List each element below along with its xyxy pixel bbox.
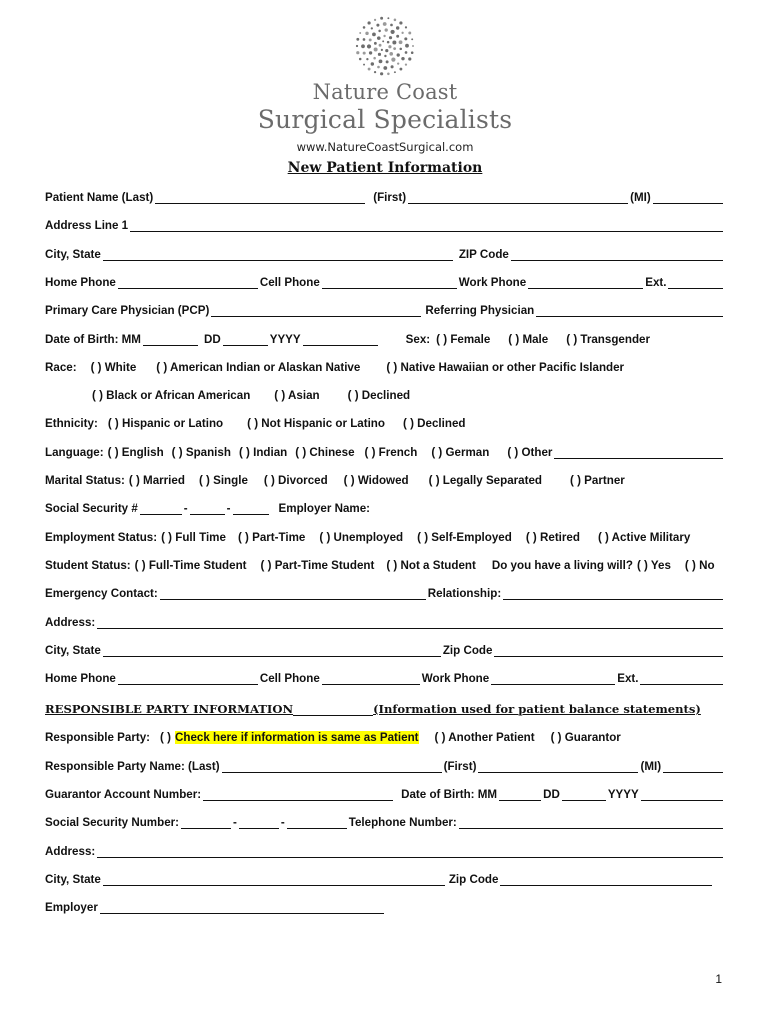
option-race-declined[interactable]: ( ) Declined bbox=[347, 389, 411, 402]
rp-zip-field[interactable] bbox=[500, 873, 712, 886]
ext-field[interactable] bbox=[668, 276, 723, 289]
emergency-phone-row bbox=[45, 669, 725, 685]
option-single[interactable]: ( ) Single bbox=[198, 474, 248, 487]
option-will-no[interactable]: ( ) No bbox=[684, 559, 715, 572]
label-rp-first-name: (First) bbox=[443, 760, 477, 773]
heading-rule bbox=[293, 703, 373, 716]
address1-field[interactable] bbox=[130, 219, 723, 232]
option-part-time[interactable]: ( ) Part-Time bbox=[237, 531, 306, 544]
language-row bbox=[45, 443, 725, 459]
patient-name-row bbox=[45, 188, 725, 204]
emergency-work-phone-field[interactable] bbox=[491, 672, 615, 685]
rp-city-row bbox=[45, 870, 725, 886]
dob-dd-field[interactable] bbox=[223, 333, 268, 346]
option-male[interactable]: ( ) Male bbox=[508, 333, 549, 346]
dob-mm-field[interactable] bbox=[143, 333, 198, 346]
option-black[interactable]: ( ) Black or African American bbox=[92, 389, 251, 402]
page-number: 1 bbox=[715, 972, 722, 986]
option-other[interactable]: ( ) Other bbox=[507, 446, 553, 459]
label-rp-dob-dd: DD bbox=[543, 788, 560, 801]
option-retired[interactable]: ( ) Retired bbox=[525, 531, 580, 544]
option-will-yes[interactable]: ( ) Yes bbox=[636, 559, 671, 572]
label-city-state: City, State bbox=[45, 248, 101, 261]
option-female[interactable]: ( ) Female bbox=[436, 333, 491, 346]
label-relationship: Relationship: bbox=[427, 587, 502, 600]
responsible-party-row bbox=[45, 728, 725, 744]
option-not-student[interactable]: ( ) Not a Student bbox=[386, 559, 476, 572]
ssn-part2-field[interactable] bbox=[190, 502, 225, 515]
first-name-field[interactable] bbox=[408, 191, 628, 204]
ethnicity-row bbox=[45, 414, 725, 430]
label-referring: Referring Physician bbox=[425, 304, 535, 317]
option-english[interactable]: ( ) English bbox=[107, 446, 164, 459]
label-address1: Address Line 1 bbox=[45, 219, 129, 232]
option-white[interactable]: ( ) White bbox=[90, 361, 137, 374]
rp-mi-field[interactable] bbox=[663, 760, 723, 773]
dob-yyyy-field[interactable] bbox=[303, 333, 378, 346]
last-name-field[interactable] bbox=[155, 191, 365, 204]
dob-sex-row bbox=[45, 330, 725, 346]
label-living-will: Do you have a living will? bbox=[491, 559, 633, 572]
label-emergency-home-phone: Home Phone bbox=[45, 672, 116, 685]
rp-dob-yyyy-field[interactable] bbox=[641, 788, 723, 801]
rp-ssn-part1-field[interactable] bbox=[181, 816, 231, 829]
option-married[interactable]: ( ) Married bbox=[128, 474, 185, 487]
option-french[interactable]: ( ) French bbox=[364, 446, 418, 459]
rp-dob-mm-field[interactable] bbox=[499, 788, 541, 801]
option-divorced[interactable]: ( ) Divorced bbox=[263, 474, 328, 487]
label-ethnicity: Ethnicity: bbox=[45, 417, 98, 430]
label-race: Race: bbox=[45, 361, 77, 374]
label-rp-zip: Zip Code bbox=[448, 873, 499, 886]
emergency-cell-phone-field[interactable] bbox=[322, 672, 420, 685]
label-zip: ZIP Code bbox=[458, 248, 509, 261]
responsible-heading: RESPONSIBLE PARTY INFORMATION bbox=[45, 702, 294, 716]
label-emergency-cell-phone: Cell Phone bbox=[259, 672, 320, 685]
label-rp-last-name: Responsible Party Name: (Last) bbox=[45, 760, 220, 773]
website-url[interactable]: www.NatureCoastSurgical.com bbox=[296, 140, 474, 154]
letterhead bbox=[0, 14, 770, 176]
emergency-zip-field[interactable] bbox=[494, 644, 723, 657]
label-employment: Employment Status: bbox=[45, 531, 158, 544]
option-asian[interactable]: ( ) Asian bbox=[274, 389, 320, 402]
cell-phone-field[interactable] bbox=[322, 276, 457, 289]
logo-dots-icon bbox=[353, 14, 417, 78]
ssn-part3-field[interactable] bbox=[233, 502, 269, 515]
option-not-hispanic[interactable]: ( ) Not Hispanic or Latino bbox=[247, 417, 385, 430]
emergency-city-state-field[interactable] bbox=[103, 644, 441, 657]
label-rp-address: Address: bbox=[45, 845, 96, 858]
label-emergency-ext: Ext. bbox=[617, 672, 639, 685]
zip-field[interactable] bbox=[511, 248, 723, 261]
label-ssn: Social Security # bbox=[45, 502, 138, 515]
option-part-time-student[interactable]: ( ) Part-Time Student bbox=[260, 559, 375, 572]
option-chinese[interactable]: ( ) Chinese bbox=[295, 446, 355, 459]
label-mi: (MI) bbox=[630, 191, 651, 204]
rp-last-name-field[interactable] bbox=[222, 760, 442, 773]
responsible-name-row bbox=[45, 757, 725, 773]
phone-row bbox=[45, 273, 725, 289]
option-ethnicity-declined[interactable]: ( ) Declined bbox=[402, 417, 466, 430]
physician-row bbox=[45, 301, 725, 317]
city-row bbox=[45, 245, 725, 261]
label-dob-dd: DD bbox=[203, 333, 221, 346]
label-rp-mi: (MI) bbox=[640, 760, 662, 773]
rp-employer-field[interactable] bbox=[100, 901, 384, 914]
option-partner[interactable]: ( ) Partner bbox=[570, 474, 625, 487]
option-full-time-student[interactable]: ( ) Full-Time Student bbox=[134, 559, 247, 572]
label-cell-phone: Cell Phone bbox=[259, 276, 320, 289]
label-employer-name: Employer Name: bbox=[278, 502, 371, 515]
race-row-2 bbox=[45, 386, 725, 402]
label-first-name: (First) bbox=[373, 191, 407, 204]
responsible-heading-note: (Information used for patient balance statements) bbox=[373, 702, 701, 716]
referring-field[interactable] bbox=[536, 304, 723, 317]
brand-name-line2: Surgical Specialists bbox=[257, 105, 513, 134]
option-active-military[interactable]: ( ) Active Military bbox=[597, 531, 691, 544]
rp-ssn-part2-field[interactable] bbox=[239, 816, 279, 829]
emergency-contact-field[interactable] bbox=[160, 587, 426, 600]
label-home-phone: Home Phone bbox=[45, 276, 116, 289]
rp-address-field[interactable] bbox=[97, 845, 723, 858]
option-same-as-patient[interactable]: ( ) bbox=[160, 731, 171, 744]
rp-address-row bbox=[45, 842, 725, 858]
label-rp-dob-yyyy: YYYY bbox=[607, 788, 639, 801]
emergency-address-row bbox=[45, 613, 725, 629]
ssn-part1-field[interactable] bbox=[140, 502, 182, 515]
label-emergency-zip: Zip Code bbox=[442, 644, 493, 657]
relationship-field[interactable] bbox=[503, 587, 723, 600]
label-dob-yyyy: YYYY bbox=[269, 333, 301, 346]
option-indian[interactable]: ( ) Indian bbox=[238, 446, 288, 459]
label-pcp: Primary Care Physician (PCP) bbox=[45, 304, 210, 317]
mi-field[interactable] bbox=[653, 191, 723, 204]
option-guarantor[interactable]: ( ) Guarantor bbox=[550, 731, 621, 744]
label-rp-city-state: City, State bbox=[45, 873, 101, 886]
other-language-field[interactable] bbox=[554, 446, 723, 459]
rp-telephone-field[interactable] bbox=[459, 816, 723, 829]
same-as-patient-highlight: Check here if information is same as Patient bbox=[174, 731, 419, 744]
label-work-phone: Work Phone bbox=[458, 276, 527, 289]
race-row-1 bbox=[45, 358, 725, 374]
marital-row bbox=[45, 471, 725, 487]
label-guarantor-account: Guarantor Account Number: bbox=[45, 788, 202, 801]
student-row bbox=[45, 556, 725, 572]
label-sex: Sex: bbox=[405, 333, 431, 346]
option-transgender[interactable]: ( ) Transgender bbox=[566, 333, 650, 346]
label-rp-telephone: Telephone Number: bbox=[348, 816, 457, 829]
option-spanish[interactable]: ( ) Spanish bbox=[171, 446, 231, 459]
option-self-employed[interactable]: ( ) Self-Employed bbox=[417, 531, 512, 544]
label-responsible-party: Responsible Party: bbox=[45, 731, 151, 744]
emergency-home-phone-field[interactable] bbox=[118, 672, 258, 685]
label-emergency-work-phone: Work Phone bbox=[421, 672, 490, 685]
option-native-hawaiian[interactable]: ( ) Native Hawaiian or other Pacific Islander bbox=[386, 361, 625, 374]
label-rp-ssn: Social Security Number: bbox=[45, 816, 180, 829]
label-language: Language: bbox=[45, 446, 104, 459]
form-title: New Patient Information bbox=[287, 160, 483, 176]
option-hispanic[interactable]: ( ) Hispanic or Latino bbox=[107, 417, 224, 430]
option-another-patient[interactable]: ( ) Another Patient bbox=[434, 731, 535, 744]
rp-ssn-part3-field[interactable] bbox=[287, 816, 347, 829]
label-rp-dob-mm: Date of Birth: MM bbox=[401, 788, 498, 801]
ssn-row: Social Security # - - Employer Name: bbox=[45, 502, 371, 515]
work-phone-field[interactable] bbox=[528, 276, 643, 289]
rp-city-state-field[interactable] bbox=[103, 873, 445, 886]
label-student: Student Status: bbox=[45, 559, 131, 572]
label-marital: Marital Status: bbox=[45, 474, 125, 487]
responsible-section-heading bbox=[45, 700, 725, 716]
pcp-field[interactable] bbox=[211, 304, 421, 317]
city-state-field[interactable] bbox=[103, 248, 453, 261]
option-full-time[interactable]: ( ) Full Time bbox=[161, 531, 226, 544]
label-dob-mm: Date of Birth: MM bbox=[45, 333, 141, 346]
option-american-indian[interactable]: ( ) American Indian or Alaskan Native bbox=[156, 361, 361, 374]
rp-first-name-field[interactable] bbox=[478, 760, 638, 773]
label-emergency-address: Address: bbox=[45, 616, 96, 629]
emergency-city-row bbox=[45, 641, 725, 657]
home-phone-field[interactable] bbox=[118, 276, 258, 289]
option-german[interactable]: ( ) German bbox=[431, 446, 490, 459]
emergency-address-field[interactable] bbox=[97, 616, 723, 629]
label-emergency-contact: Emergency Contact: bbox=[45, 587, 158, 600]
guarantor-row bbox=[45, 785, 725, 801]
guarantor-account-field[interactable] bbox=[203, 788, 393, 801]
label-emergency-city-state: City, State bbox=[45, 644, 101, 657]
label-ext: Ext. bbox=[645, 276, 667, 289]
label-last-name: Patient Name (Last) bbox=[45, 191, 154, 204]
option-legally-separated[interactable]: ( ) Legally Separated bbox=[428, 474, 543, 487]
option-widowed[interactable]: ( ) Widowed bbox=[343, 474, 409, 487]
rp-employer-row bbox=[45, 898, 725, 914]
brand-name-line1: Nature Coast bbox=[312, 80, 458, 104]
employment-row bbox=[45, 528, 725, 544]
rp-ssn-row: Social Security Number: - - Telephone Number: bbox=[45, 813, 725, 829]
emergency-ext-field[interactable] bbox=[640, 672, 723, 685]
address-row bbox=[45, 216, 725, 232]
option-unemployed[interactable]: ( ) Unemployed bbox=[319, 531, 404, 544]
rp-dob-dd-field[interactable] bbox=[562, 788, 606, 801]
emergency-contact-row bbox=[45, 584, 725, 600]
label-rp-employer: Employer bbox=[45, 901, 98, 914]
